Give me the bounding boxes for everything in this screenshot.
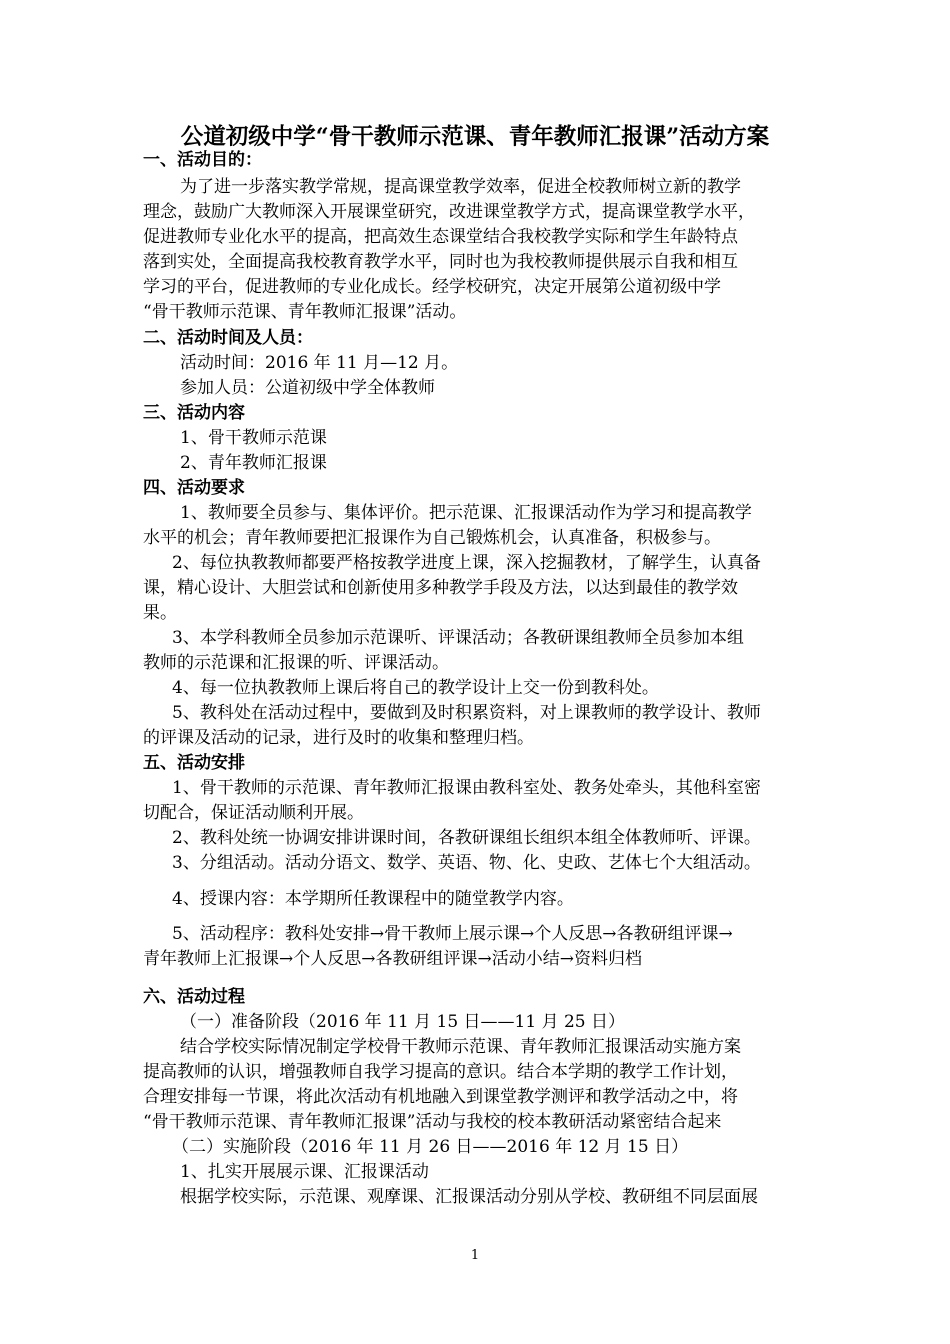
paragraph-line: 促进教师专业化水平的提高，把高效生态课堂结合我校教学实际和学生年龄特点 <box>143 227 738 247</box>
paragraph-line: “骨干教师示范课、青年教师汇报课”活动。 <box>143 302 467 322</box>
paragraph-line: 果。 <box>143 603 177 623</box>
paragraph-line: 2、教科处统一协调安排讲课时间，各教研课组长组织本组全体教师听、评课。 <box>172 828 761 848</box>
section-heading-requirements: 四、活动要求 <box>143 478 245 498</box>
paragraph-line: 4、授课内容：本学期所任教课程中的随堂教学内容。 <box>172 889 574 909</box>
section-heading-time: 二、活动时间及人员： <box>143 328 313 348</box>
paragraph-line: 4、每一位执教教师上课后将自己的教学设计上交一份到教科处。 <box>172 678 659 698</box>
paragraph-line: 青年教师上汇报课→个人反思→各教研组评课→活动小结→资料归档 <box>143 949 642 969</box>
paragraph-line: 的评课及活动的记录，进行及时的收集和整理归档。 <box>143 728 534 748</box>
paragraph-line: 1、骨干教师的示范课、青年教师汇报课由教科室处、教务处牵头，其他科室密 <box>172 778 761 798</box>
section-heading-arrangement: 五、活动安排 <box>143 753 245 773</box>
paragraph-line: 切配合，保证活动顺利开展。 <box>143 803 364 823</box>
subsection-heading: （二）实施阶段（2016 年 11 月 26 日——2016 年 12 月 15 日） <box>172 1137 689 1157</box>
list-item: 1、骨干教师示范课 <box>180 428 327 448</box>
list-item: 2、青年教师汇报课 <box>180 453 327 473</box>
paragraph-line: 根据学校实际，示范课、观摩课、汇报课活动分别从学校、教研组不同层面展 <box>180 1187 758 1207</box>
paragraph-line: 水平的机会；青年教师要把汇报课作为自己锻炼机会，认真准备，积极参与。 <box>143 528 721 548</box>
paragraph-line: “骨干教师示范课、青年教师汇报课”活动与我校的校本教研活动紧密结合起来 <box>143 1112 722 1132</box>
paragraph-line: 教师的示范课和汇报课的听、评课活动。 <box>143 653 449 673</box>
paragraph-line: 合理安排每一节课，将此次活动有机地融入到课堂教学测评和教学活动之中，将 <box>143 1087 738 1107</box>
paragraph-line: 课，精心设计、大胆尝试和创新使用多种教学手段及方法，以达到最佳的教学效 <box>143 578 738 598</box>
section-heading-content: 三、活动内容 <box>143 403 245 423</box>
paragraph-line: 5、教科处在活动过程中，要做到及时积累资料，对上课教师的教学设计、教师 <box>172 703 761 723</box>
section-heading-purpose: 一、活动目的： <box>143 150 262 170</box>
paragraph-line: 3、分组活动。活动分语文、数学、英语、物、化、史政、艺体七个大组活动。 <box>172 853 761 873</box>
paragraph-line: 1、扎实开展展示课、汇报课活动 <box>180 1162 429 1182</box>
paragraph-line: 结合学校实际情况制定学校骨干教师示范课、青年教师汇报课活动实施方案 <box>180 1037 741 1057</box>
section-heading-process: 六、活动过程 <box>143 987 245 1007</box>
page-number: 1 <box>470 1248 480 1263</box>
paragraph-line: 1、教师要全员参与、集体评价。把示范课、汇报课活动作为学习和提高教学 <box>180 503 752 523</box>
paragraph-line: 2、每位执教教师都要严格按教学进度上课，深入挖掘教材，了解学生，认真备 <box>172 553 761 573</box>
paragraph-line: 提高教师的认识，增强教师自我学习提高的意识。结合本学期的教学工作计划， <box>143 1062 738 1082</box>
paragraph-line: 为了进一步落实教学常规，提高课堂教学效率，促进全校教师树立新的教学 <box>180 177 741 197</box>
paragraph-line: 活动时间：2016 年 11 月—12 月。 <box>180 353 459 373</box>
paragraph-line: 3、本学科教师全员参加示范课听、评课活动；各教研课组教师全员参加本组 <box>172 628 744 648</box>
subsection-heading: （一）准备阶段（2016 年 11 月 15 日——11 月 25 日） <box>180 1012 626 1032</box>
paragraph-line: 落到实处，全面提高我校教育教学水平，同时也为我校教师提供展示自我和相互 <box>143 252 738 272</box>
paragraph-line: 学习的平台，促进教师的专业化成长。经学校研究，决定开展第公道初级中学 <box>143 277 721 297</box>
paragraph-line: 5、活动程序：教科处安排→骨干教师上展示课→个人反思→各教研组评课→ <box>172 924 733 944</box>
paragraph-line: 理念，鼓励广大教师深入开展课堂研究，改进课堂教学方式，提高课堂教学水平， <box>143 202 755 222</box>
paragraph-line: 参加人员：公道初级中学全体教师 <box>180 378 435 398</box>
document-title: 公道初级中学“骨干教师示范课、青年教师汇报课”活动方案 <box>180 124 770 150</box>
